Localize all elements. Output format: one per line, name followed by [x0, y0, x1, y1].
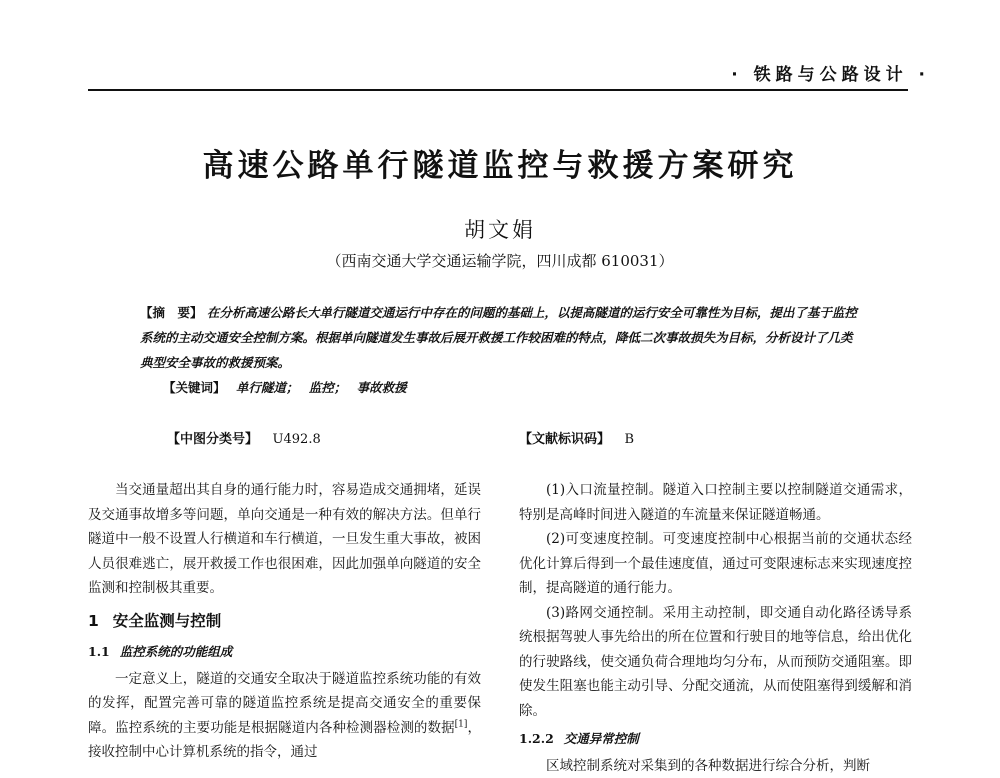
section-1-title: 安全监测与控制	[113, 612, 222, 630]
abstract	[140, 300, 860, 375]
right-column	[519, 478, 912, 778]
paragraph-text: 一定意义上，隧道的交通安全取决于隧道监控系统功能的有效的发挥，配置完善可靠的隧道监控系统是提高交通安全的重要保障。监控系统的主要功能是根据隧道内各种检测器检测的数据	[88, 671, 481, 736]
list-item-entrance-flow: (1)入口流量控制。隧道入口控制主要以控制隧道交通需求，特别是高峰时间进入隧道的车流量来保证隧道畅通。	[519, 478, 912, 527]
citation-reference: [1]	[455, 719, 468, 729]
clc-classification	[167, 428, 321, 447]
section-1-1-heading	[88, 640, 481, 665]
list-item-network-control: (3)路网交通控制。采用主动控制，即交通自动化路径诱导系统根据驾驶人事先给出的所在位置和行驶目的地等信息，给出优化的行驶路线，使交通负荷合理地均匀分布，从而预防交通阻塞。即使发生阻塞也能主动引导、分配交通流，从而使阻塞得到缓解和消除。	[519, 601, 912, 724]
keywords	[163, 378, 407, 396]
doc-id-value: B	[625, 432, 635, 447]
section-1-1-title: 监控系统的功能组成	[120, 644, 233, 659]
journal-section-header: · 铁路与公路设计 ·	[731, 60, 930, 85]
article-title: 高速公路单行隧道监控与救援方案研究	[0, 140, 1000, 185]
list-item-variable-speed: (2)可变速度控制。可变速度控制中心根据当前的交通状态经优化计算后得到一个最佳速度值，通过可变限速标志来实现速度控制，提高隧道的通行能力。	[519, 527, 912, 601]
document-id-code	[519, 428, 634, 447]
keyword-item: 单行隧道；	[236, 380, 299, 395]
doc-id-label: 【文献标识码】	[519, 432, 610, 447]
abstract-label: 【摘 要】	[140, 305, 203, 320]
section-1-number: 1	[88, 612, 99, 630]
header-divider	[88, 89, 908, 91]
section-1-2-2-number: 1.2.2	[519, 731, 554, 746]
abstract-text: 在分析高速公路长大单行隧道交通运行中存在的问题的基础上，以提高隧道的运行安全可靠性为目标，提出了基于监控系统的主动交通安全控制方案。根据单向隧道发生事故后展开救援工作较困难的特点，降低二次事故损失为目标，分析设计了几类典型安全事故的救援预案。	[140, 305, 857, 370]
section-1-2-2-title: 交通异常控制	[564, 731, 639, 746]
keywords-label: 【关键词】	[163, 380, 226, 395]
paragraph-text-continued: ，接收控制中心计算机系统的指令，通过	[88, 720, 481, 761]
section-1-2-2-heading	[519, 727, 912, 752]
body-paragraph: 区域控制系统对采集到的各种数据进行综合分析，判断	[519, 754, 912, 778]
clc-value: U492.8	[273, 432, 321, 447]
clc-label: 【中图分类号】	[167, 432, 258, 447]
intro-paragraph: 当交通量超出其自身的通行能力时，容易造成交通拥堵，延误及交通事故增多等问题，单向交通是一种有效的解决方法。但单行隧道中一般不设置人行横道和车行横道，一旦发生重大事故，被困人员很难逃亡，展开救援工作也很困难，因此加强单向隧道的安全监测和控制极其重要。	[88, 478, 481, 601]
keyword-item: 事故救援	[357, 380, 407, 395]
author-affiliation: （西南交通大学交通运输学院，四川成都 610031）	[0, 250, 1000, 271]
body-paragraph	[88, 667, 481, 765]
section-1-1-number: 1.1	[88, 644, 110, 659]
article-author: 胡文娟	[0, 214, 1000, 244]
section-1-heading	[88, 609, 481, 634]
left-column	[88, 478, 481, 765]
keyword-item: 监控；	[309, 380, 347, 395]
